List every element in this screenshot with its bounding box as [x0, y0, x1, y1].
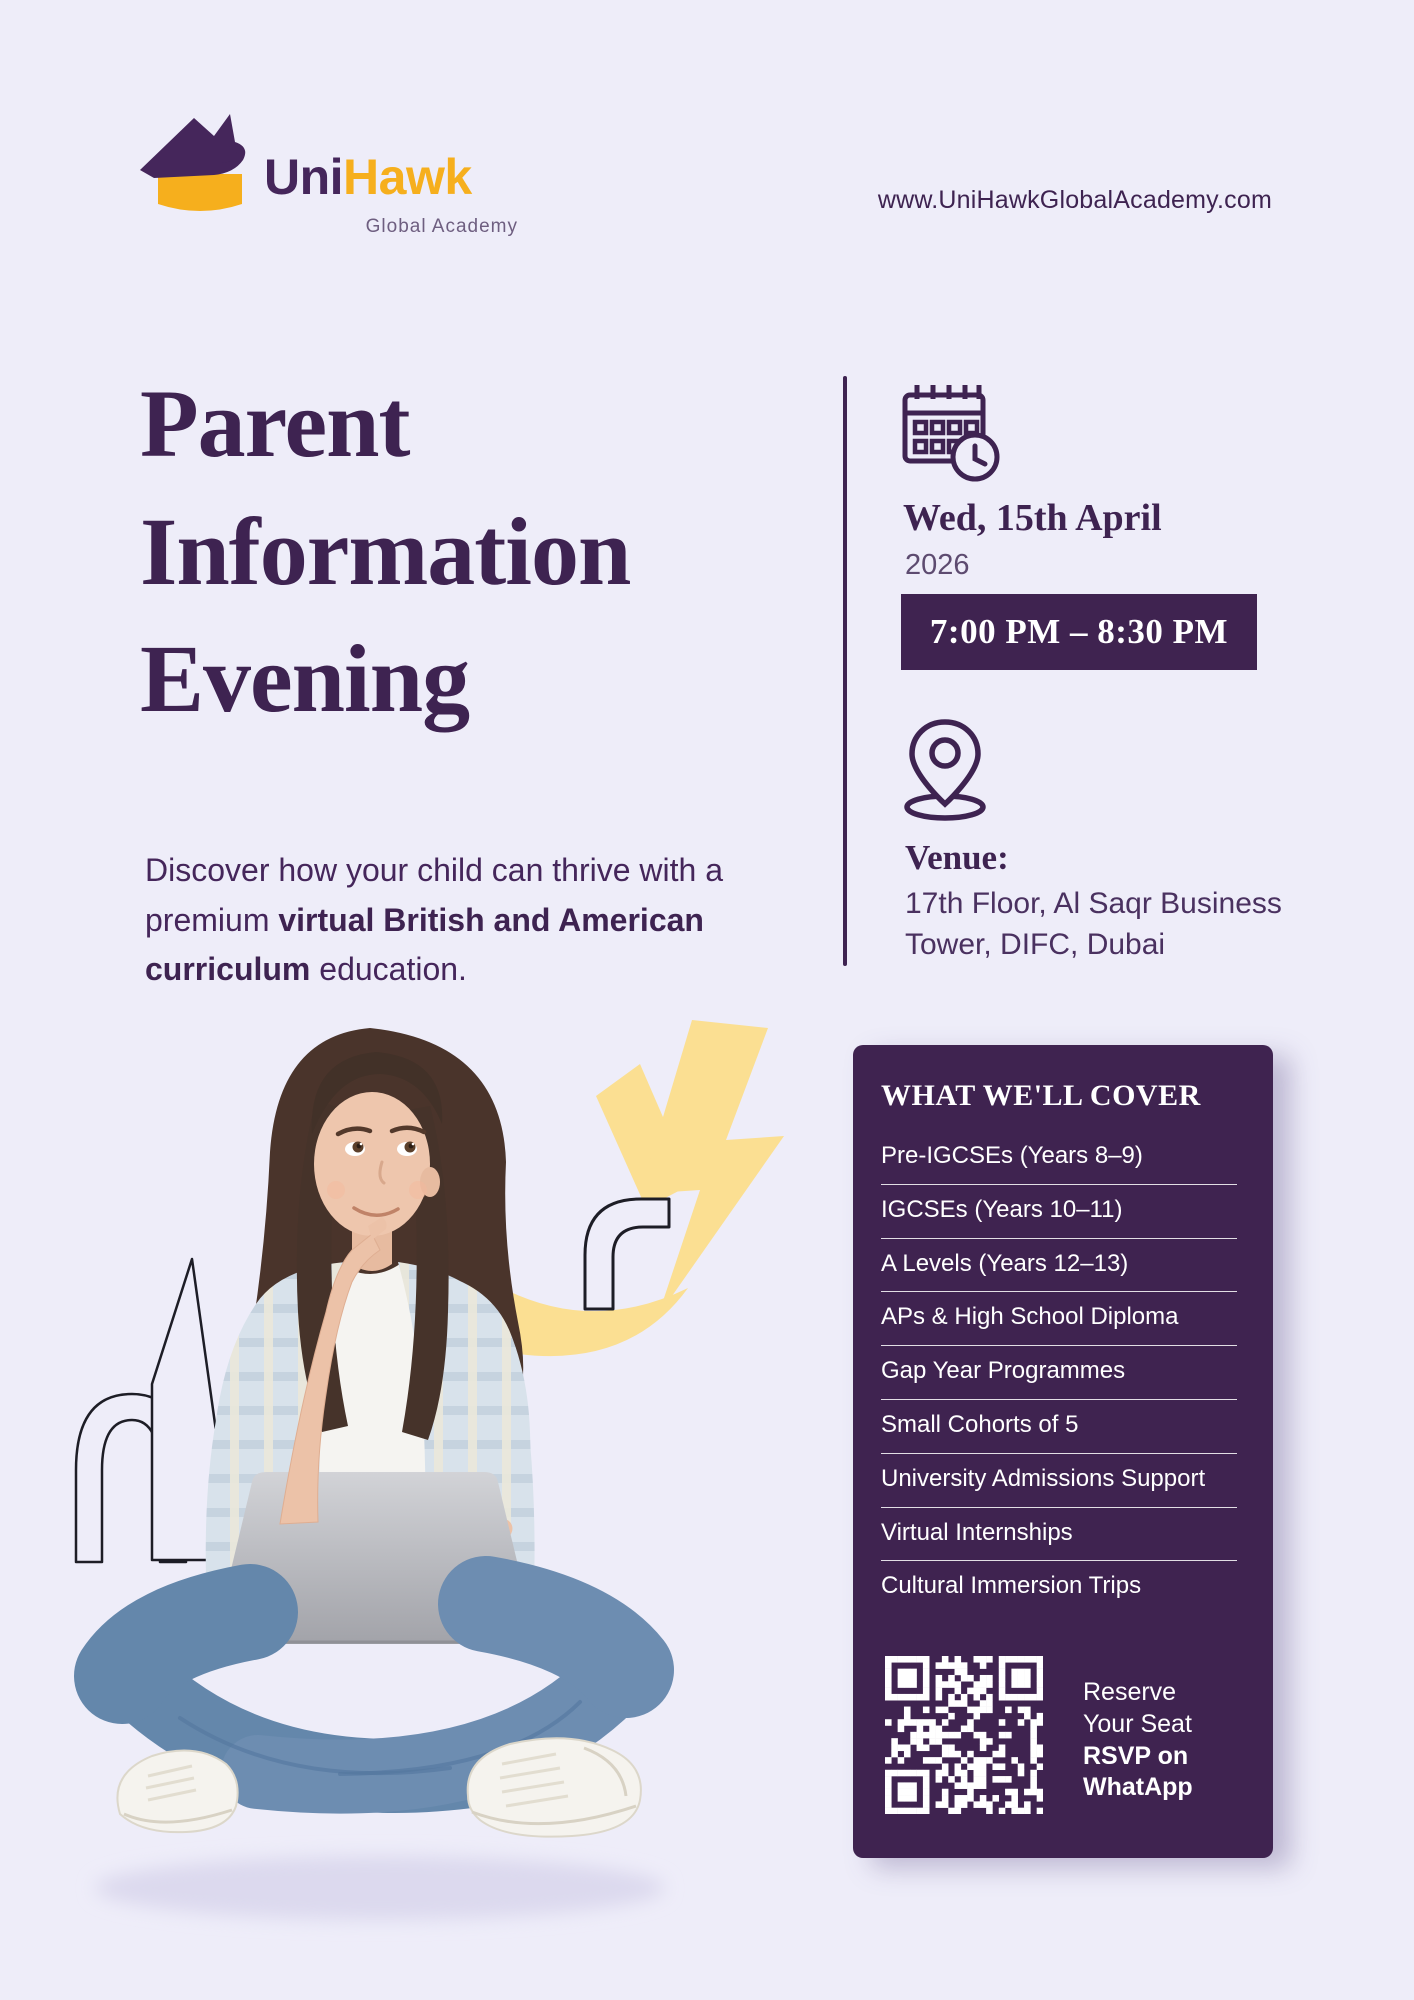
- title-line-2: Information: [140, 497, 631, 605]
- coverage-item: Small Cohorts of 5: [881, 1400, 1237, 1454]
- right-sneaker: [468, 1738, 641, 1836]
- coverage-item: Gap Year Programmes: [881, 1346, 1237, 1400]
- coverage-item: Virtual Internships: [881, 1508, 1237, 1562]
- rsvp-reserve-line2: Your Seat: [1083, 1709, 1192, 1738]
- coverage-item: APs & High School Diploma: [881, 1292, 1237, 1346]
- rsvp-block: [1083, 1677, 1193, 1804]
- coverage-title: WHAT WE'LL COVER: [881, 1079, 1201, 1112]
- coverage-item: IGCSEs (Years 10–11): [881, 1185, 1237, 1239]
- coverage-panel: [853, 1045, 1273, 1858]
- calendar-clock-icon: [901, 383, 1001, 485]
- event-year: 2026: [905, 549, 970, 581]
- event-title: [140, 360, 630, 743]
- title-line-3: Evening: [140, 625, 470, 733]
- brand-uni: Uni: [264, 149, 344, 205]
- unihawk-logo-icon: [138, 112, 262, 218]
- venue-label: Venue:: [905, 838, 1009, 877]
- brand-tagline: Global Academy: [365, 216, 518, 237]
- event-time-badge: 7:00 PM – 8:30 PM: [901, 594, 1257, 670]
- coverage-item: Cultural Immersion Trips: [881, 1572, 1142, 1600]
- brand-wordmark: [264, 148, 472, 206]
- intro-highlight: virtual British and American curriculum: [145, 901, 704, 988]
- lightning-bolt-shape: [487, 1020, 784, 1356]
- elbow-doodle: [585, 1199, 669, 1309]
- location-pin-icon: [901, 716, 989, 822]
- brand-hawk: Hawk: [343, 149, 472, 205]
- intro-text: Discover how your child can thrive with a premium virtual British and American curriculum education.: [145, 852, 724, 988]
- vertical-divider: [843, 376, 847, 966]
- rsvp-cta-line1: RSVP on: [1083, 1741, 1189, 1770]
- venue-address: 17th Floor, Al Saqr Business Tower, DIFC, Dubai: [905, 887, 1282, 961]
- logo-cap-base: [158, 174, 242, 211]
- event-date: Wed, 15th April: [903, 497, 1162, 539]
- left-sneaker: [117, 1751, 237, 1833]
- coverage-item: Pre-IGCSEs (Years 8–9): [881, 1131, 1237, 1185]
- coverage-item: A Levels (Years 12–13): [881, 1239, 1237, 1293]
- floor-shadow: [95, 1856, 665, 1920]
- rsvp-cta-line2: WhatApp: [1083, 1773, 1193, 1802]
- website-url[interactable]: www.UniHawkGlobalAcademy.com: [877, 186, 1272, 214]
- coverage-item: University Admissions Support: [881, 1454, 1237, 1508]
- student-photo-illustration: [40, 1012, 800, 1947]
- logo-hawk-shape: [140, 114, 245, 178]
- coverage-list: [881, 1131, 1237, 1614]
- rsvp-reserve-line1: Reserve: [1083, 1678, 1177, 1706]
- qr-code: [885, 1656, 1043, 1814]
- title-line-1: Parent: [140, 370, 410, 477]
